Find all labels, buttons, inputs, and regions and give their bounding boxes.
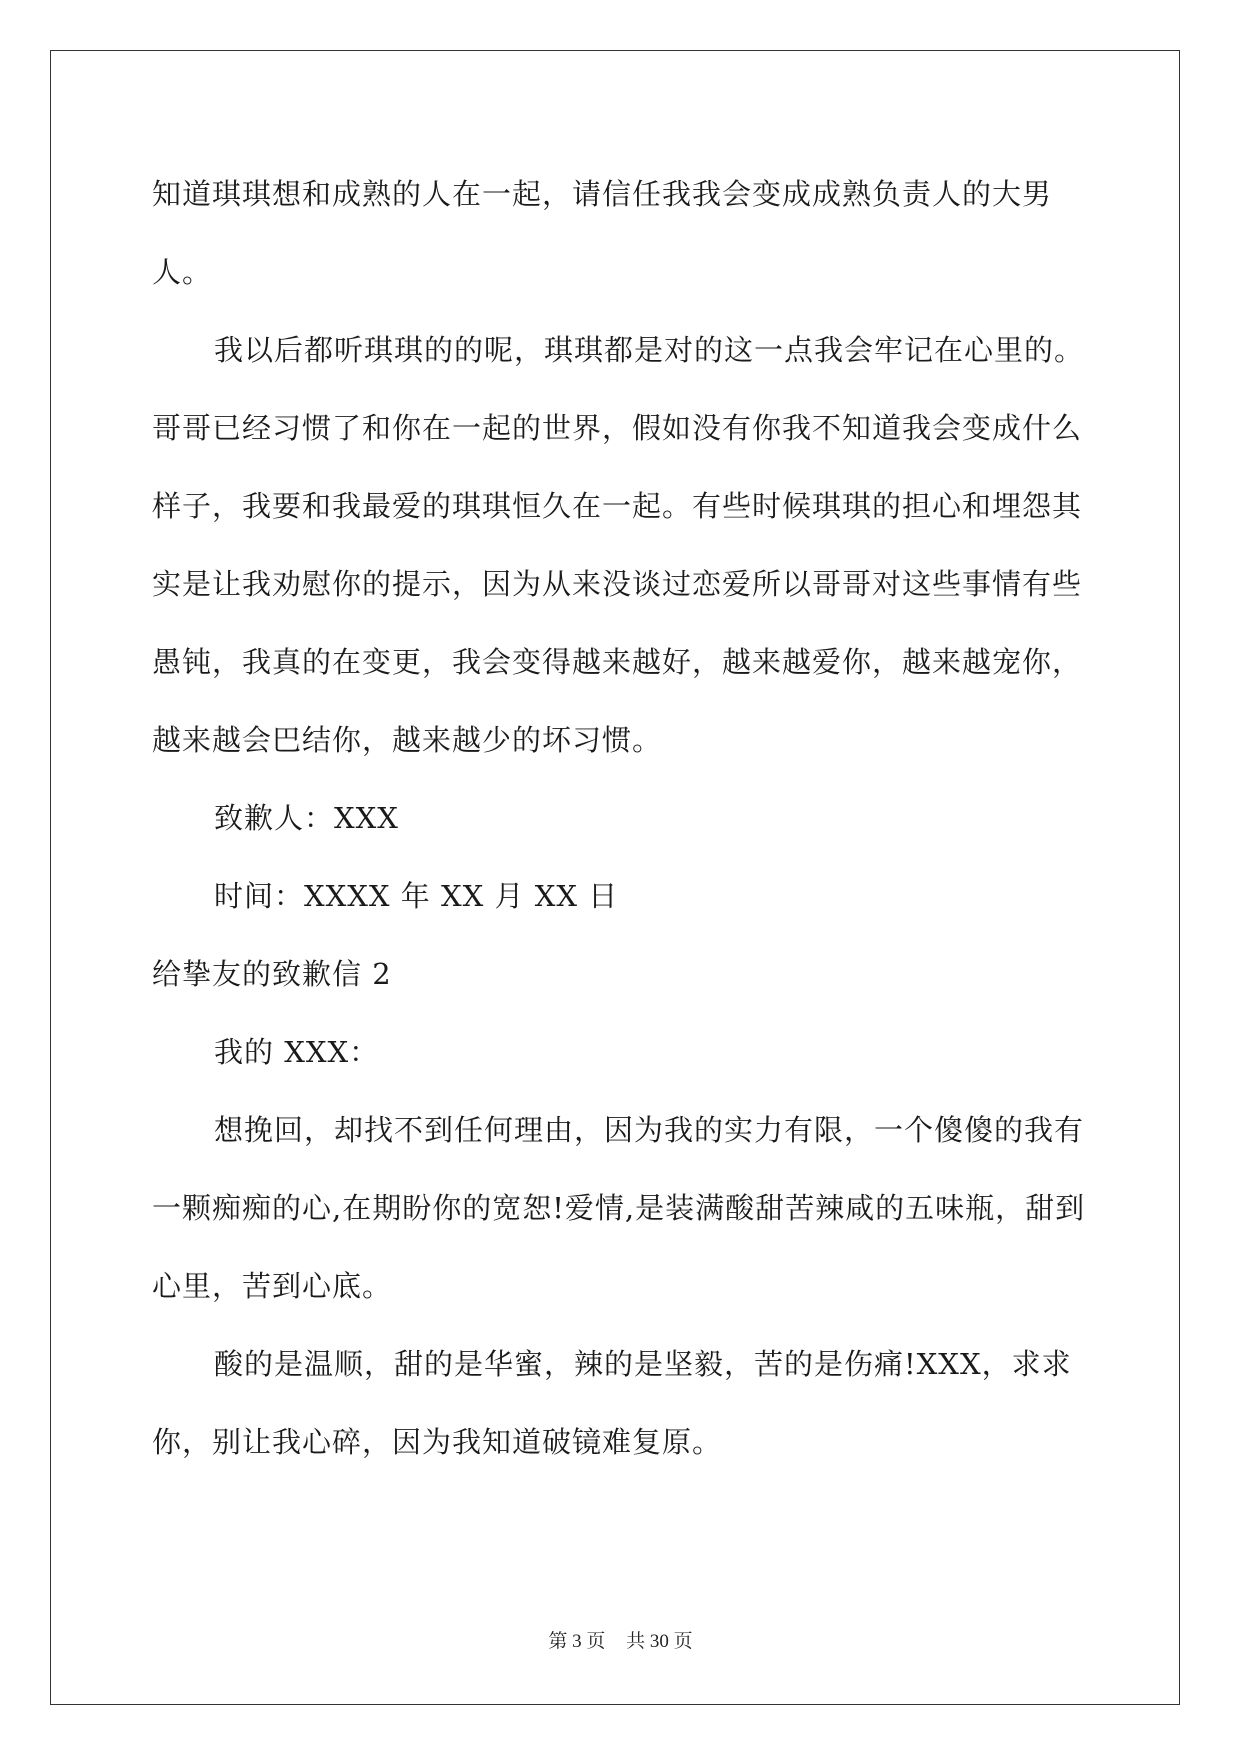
section-heading: 给挚友的致歉信 2 (152, 957, 392, 991)
date-line: 时间：XXXX 年 XX 月 XX 日 (214, 879, 619, 913)
apologizer-line: 致歉人：XXX (214, 801, 399, 835)
paragraph-7: 酸的是温顺，甜的是华蜜，辣的是坚毅，苦的是伤痛!XXX，求求你，别让我心碎，因为我知道破镜难复原。 (152, 1347, 1072, 1459)
document-body (152, 155, 1097, 1481)
page-number-current: 第 3 页 (548, 1631, 606, 1652)
page-footer (0, 1626, 1241, 1653)
salutation: 我的 XXX： (214, 1035, 380, 1069)
paragraph-2: 我以后都听琪琪的的呢，琪琪都是对的这一点我会牢记在心里的。哥哥已经习惯了和你在一起的世界，假如没有你我不知道我会变成什么样子，我要和我最爱的琪琪恒久在一起。有些时候琪琪的担心和埋怨其实是让我劝慰你的提示，因为从来没谈过恋爱所以哥哥对这些事情有些愚钝，我真的在变更，我会变得越来越好，越来越爱你，越来越宠你，越来越会巴结你，越来越少的坏习惯。 (152, 333, 1085, 757)
paragraph-6: 想挽回，却找不到任何理由，因为我的实力有限，一个傻傻的我有一颗痴痴的心,在期盼你的宽恕!爱情,是装满酸甜苦辣咸的五味瓶，甜到心里，苦到心底。 (152, 1113, 1086, 1303)
page-number-total: 共 30 页 (626, 1631, 693, 1652)
paragraph-1: 知道琪琪想和成熟的人在一起，请信任我我会变成成熟负责人的大男人。 (152, 177, 1053, 289)
